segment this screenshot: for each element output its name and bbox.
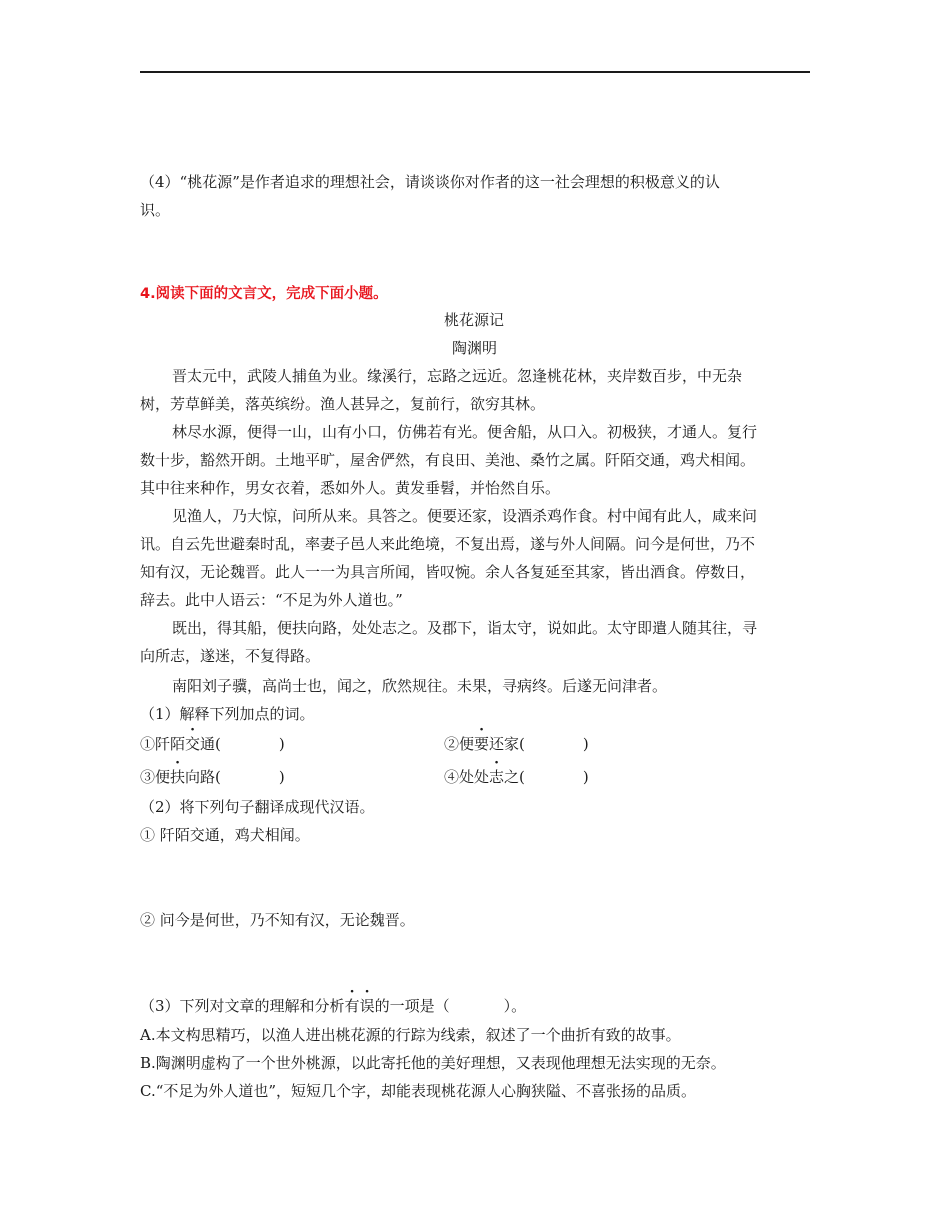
dotted-char: 有 [344, 997, 360, 1015]
q1-item-4: ④处处志之( ) [444, 768, 589, 786]
dotted-char: 误 [359, 997, 375, 1015]
passage-author: 陶渊明 [452, 339, 498, 357]
dotted-char: 交 [185, 735, 201, 753]
passage-line: 南阳刘子骥，高尚士也，闻之，欣然规往。未果，寻病终。后遂无问津者。 [172, 677, 668, 695]
passage-line: 讯。自云先世避秦时乱，率妻子邑人来此绝境，不复出焉，遂与外人间隔。问今是何世，乃不 [140, 535, 756, 553]
q3-option-c: C.“不足为外人道也”，短短几个字，却能表现桃花源人心胸狭隘、不喜张扬的品质。 [140, 1082, 697, 1100]
passage-line: 数十步，豁然开朗。土地平旷，屋舍俨然，有良田、美池、桑竹之属。阡陌交通，鸡犬相闻。 [140, 451, 756, 469]
q1-item-1: ①阡陌交通( ) [140, 735, 285, 753]
question-4-line2: 识。 [140, 201, 171, 219]
passage-line: 知有汉，无论魏晋。此人一一为具言所闻，皆叹惋。余人各复延至其家，皆出酒食。停数日， [140, 563, 756, 581]
passage-line: 既出，得其船，便扶向路，处处志之。及郡下，诣太守，说如此。太守即遣人随其往，寻 [172, 619, 758, 637]
passage-title: 桃花源记 [444, 311, 505, 329]
passage-line: 向所志，遂迷，不复得路。 [140, 647, 321, 665]
q1-item-3: ③便扶向路( ) [140, 768, 285, 786]
dotted-char: 扶 [170, 768, 186, 786]
passage-line: 林尽水源，便得一山，山有小口，仿佛若有光。便舍船，从口入。初极狭，才通人。复行 [172, 423, 758, 441]
passage-line: 树，芳草鲜美，落英缤纷。渔人甚异之，复前行，欲穷其林。 [140, 395, 546, 413]
q3-option-b: B.陶渊明虚构了一个世外桃源，以此寄托他的美好理想，又表现他理想无法实现的无奈。 [140, 1054, 726, 1072]
dotted-char: 要 [474, 735, 490, 753]
q2-sentence-1: ① 阡陌交通，鸡犬相闻。 [140, 826, 310, 844]
question-2-prompt: （2）将下列句子翻译成现代汉语。 [140, 798, 375, 816]
section-heading: 4.阅读下面的文言文，完成下面小题。 [140, 286, 388, 302]
passage-line: 见渔人，乃大惊，问所从来。具答之。便要还家，设酒杀鸡作食。村中闻有此人，咸来问 [172, 507, 758, 525]
passage-line: 其中往来种作，男女衣着，悉如外人。黄发垂髫，并怡然自乐。 [140, 479, 561, 497]
question-4-line1: （4）“桃花源”是作者追求的理想社会，请谈谈你对作者的这一社会理想的积极意义的认 [140, 173, 720, 191]
question-3-prompt: （3）下列对文章的理解和分析有误的一项是（ ）。 [140, 997, 527, 1015]
header-rule [140, 71, 810, 73]
passage-line: 辞去。此中人语云：“不足为外人道也。” [140, 591, 403, 609]
passage-line: 晋太元中，武陵人捕鱼为业。缘溪行，忘路之远近。忽逢桃花林，夹岸数百步，中无杂 [172, 367, 743, 385]
question-1-prompt: （1）解释下列加点的词。 [140, 705, 315, 723]
q3-option-a: A.本文构思精巧，以渔人进出桃花源的行踪为线索，叙述了一个曲折有致的故事。 [140, 1026, 681, 1044]
dotted-char: 志 [489, 768, 505, 786]
q2-sentence-2: ② 问今是何世，乃不知有汉，无论魏晋。 [140, 911, 415, 929]
q1-item-2: ②便要还家( ) [444, 735, 589, 753]
